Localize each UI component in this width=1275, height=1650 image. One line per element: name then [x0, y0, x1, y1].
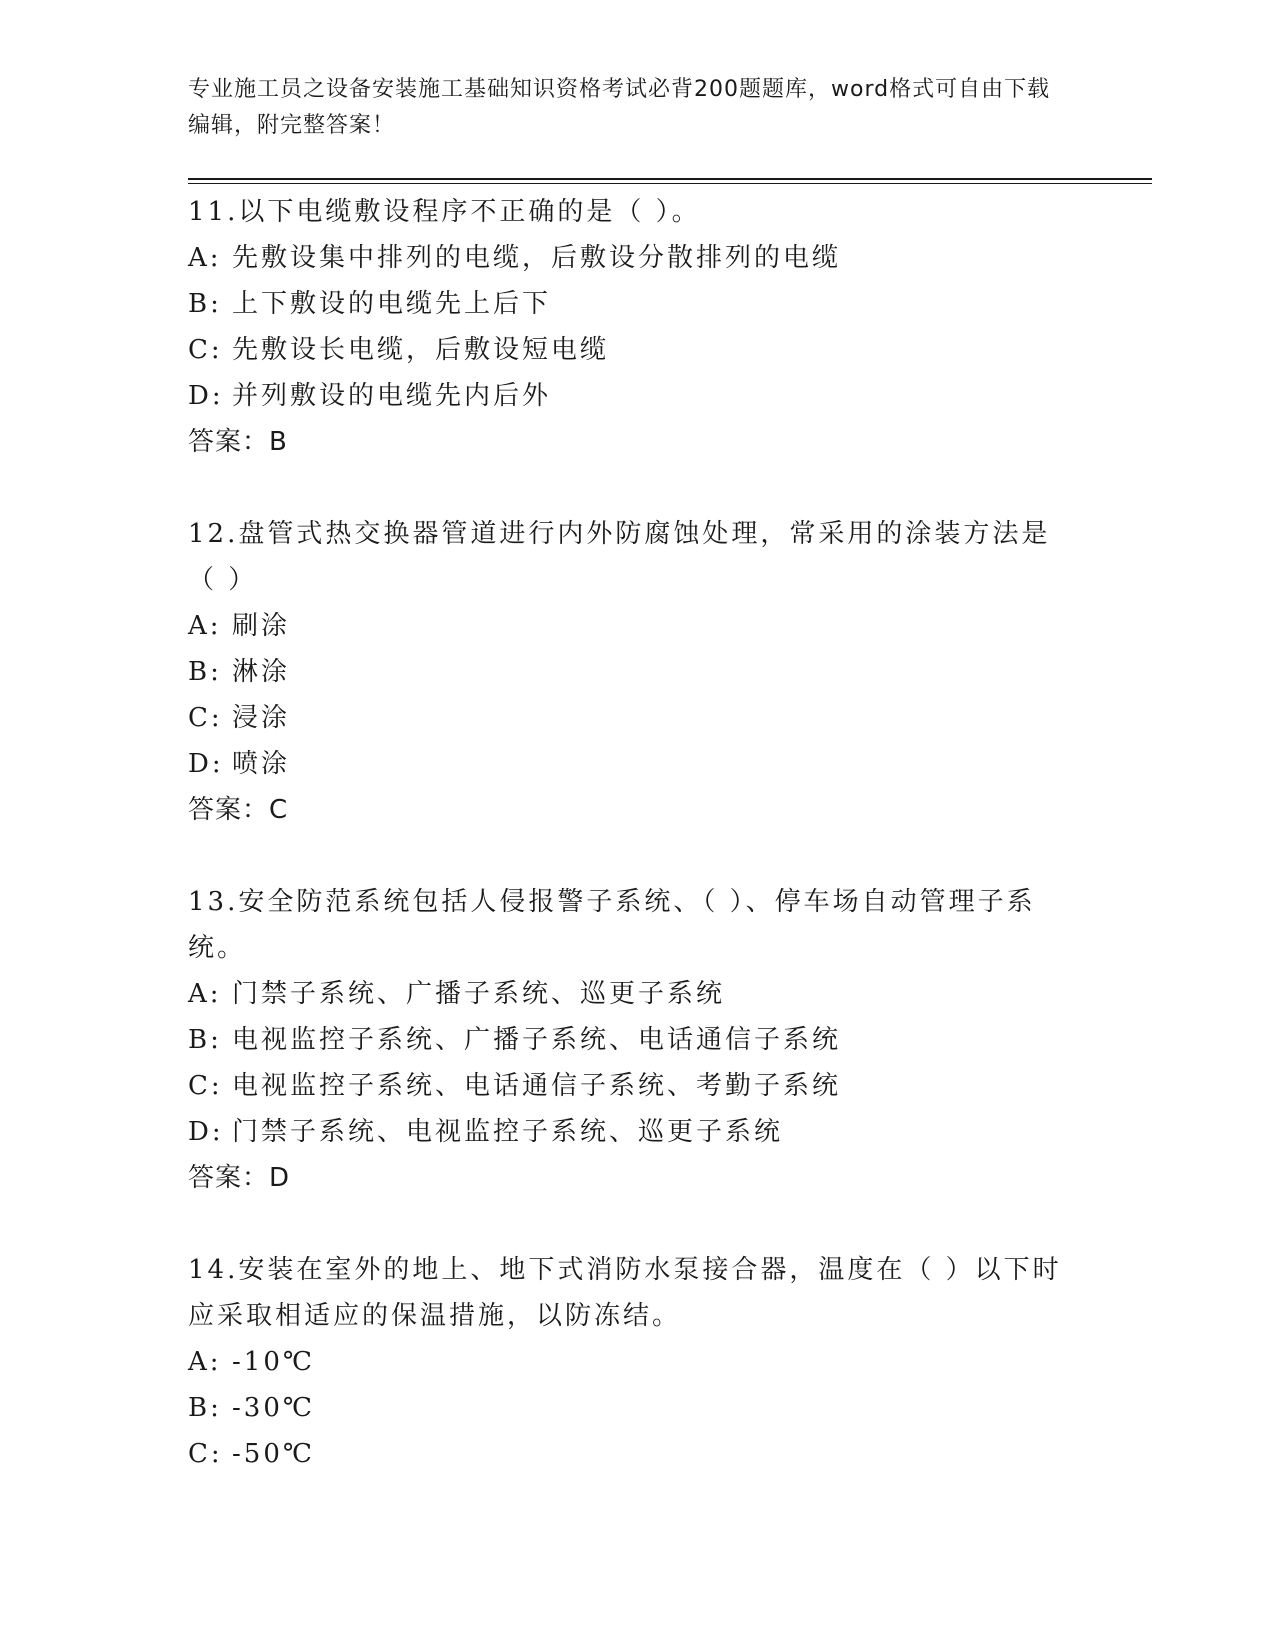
answer-line: 答案：D: [188, 1163, 291, 1193]
option-a: [188, 603, 1078, 649]
option-c: [188, 1063, 1078, 1109]
question-list: [188, 189, 1078, 1523]
option-letter: D:: [188, 749, 224, 779]
option-text: -30℃: [232, 1393, 315, 1423]
option-a: [188, 235, 1078, 281]
option-d: [188, 741, 1078, 787]
option-d: [188, 1109, 1078, 1155]
option-text: 门禁子系统、电视监控子系统、巡更子系统: [232, 1117, 784, 1147]
option-a: [188, 971, 1078, 1017]
answer-line: 答案：B: [188, 427, 288, 457]
option-text: 先敷设集中排列的电缆，后敷设分散排列的电缆: [232, 243, 842, 273]
question-stem: 13.安全防范系统包括人侵报警子系统、（ ）、停车场自动管理子系统。: [188, 887, 1036, 963]
option-text: -10℃: [232, 1347, 315, 1377]
option-b: [188, 1017, 1078, 1063]
option-letter: B:: [188, 1025, 222, 1055]
option-c: [188, 1431, 1078, 1477]
option-letter: B:: [188, 1393, 222, 1423]
option-text: 刷涂: [232, 611, 291, 641]
option-letter: A:: [188, 243, 222, 273]
option-letter: C:: [188, 703, 223, 733]
question-13: [188, 879, 1078, 1201]
option-d: [188, 373, 1078, 419]
question-12: [188, 511, 1078, 833]
option-text: 浸涂: [232, 703, 291, 733]
option-b: [188, 1385, 1078, 1431]
option-letter: A:: [188, 611, 222, 641]
answer-line: 答案：C: [188, 795, 289, 825]
option-letter: C:: [188, 1439, 223, 1469]
option-b: [188, 649, 1078, 695]
option-text: 先敷设长电缆，后敷设短电缆: [232, 335, 610, 365]
option-text: 上下敷设的电缆先上后下: [232, 289, 552, 319]
option-a: [188, 1339, 1078, 1385]
option-letter: B:: [188, 657, 222, 687]
option-text: 门禁子系统、广播子系统、巡更子系统: [232, 979, 726, 1009]
question-stem: 11.以下电缆敷设程序不正确的是（ ）。: [188, 197, 701, 227]
option-letter: A:: [188, 979, 222, 1009]
option-letter: A:: [188, 1347, 222, 1377]
option-text: 喷涂: [232, 749, 291, 779]
question-14: [188, 1247, 1078, 1477]
option-letter: C:: [188, 335, 223, 365]
option-c: [188, 327, 1078, 373]
option-text: 并列敷设的电缆先内后外: [232, 381, 552, 411]
option-letter: C:: [188, 1071, 223, 1101]
question-stem: 12.盘管式热交换器管道进行内外防腐蚀处理，常采用的涂装方法是（ ）: [188, 519, 1051, 595]
header-divider-thin: [188, 183, 1152, 184]
question-stem: 14.安装在室外的地上、地下式消防水泵接合器，温度在（ ）以下时应采取相适应的保温措施，以防冻结。: [188, 1255, 1062, 1331]
option-text: 电视监控子系统、电话通信子系统、考勤子系统: [232, 1071, 842, 1101]
option-text: -50℃: [232, 1439, 315, 1469]
document-header: 专业施工员之设备安装施工基础知识资格考试必背200题题库，word格式可自由下载编辑，附完整答案！: [188, 77, 1051, 138]
option-c: [188, 695, 1078, 741]
option-b: [188, 281, 1078, 327]
option-letter: D:: [188, 1117, 224, 1147]
option-text: 淋涂: [232, 657, 291, 687]
option-text: 电视监控子系统、广播子系统、电话通信子系统: [232, 1025, 842, 1055]
question-11: [188, 189, 1078, 465]
option-letter: D:: [188, 381, 224, 411]
option-letter: B:: [188, 289, 222, 319]
header-divider-thick: [188, 178, 1152, 180]
